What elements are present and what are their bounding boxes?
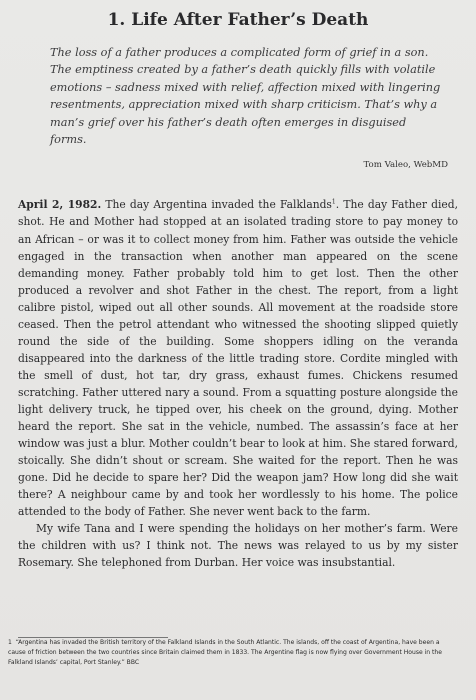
body-paragraph-1	[18, 196, 458, 520]
chapter-title: 1. Life After Father’s Death	[107, 10, 369, 30]
footnote-reference[interactable]: 1	[331, 198, 336, 206]
epigraph-quote: The loss of a father produces a complicated form of grief in a son. The emptiness created by a father’s death quickly fills with volatile emotions – sadness mixed with relief, affection mixed with lingering resentments, appreciation mixed with sharp criticism. That’s why a man’s grief over his father’s death often emerges in disguised forms.	[50, 46, 441, 147]
paragraph-1-rest: . The day Father died, shot. He and Mother had stopped at an isolated trading store to pay money to an African – or was it to collect money from him. Father was outside the vehicle engaged in the transaction when another man appeared on the scene demanding money. Father probably told him to get lost. Then the other produced a revolver and shot Father in the chest. The report, from a light calibre pistol, wiped out all other sounds. All movement at the roadside store ceased. Then the petrol attendant who witnessed the shooting slipped quietly round the side of the building. Some shoppers idling on the veranda disappeared into the darkness of the little trading store. Cordite mingled with the smell of dust, hot tar, dry grass, exhaust fumes. Chickens resumed scratching. Father uttered nary a sound. From a squatting posture alongside the light delivery truck, he tipped over, his cheek on the ground, dying. Mother heard the report. She sat in the vehicle, numbed. The assassin’s face at her window was just a blur. Mother couldn’t bear to look at him. She stared forward, stoically. She didn’t shout or scream. She waited for the report. Then he was gone. Did he decide to spare her? Did the weapon jam? How long did she wait there? A neighbour came by and took her wordlessly to his home. The police attended to the body of Father. She never went back to the farm.	[18, 198, 458, 519]
footnote	[8, 638, 456, 668]
footnote-number: 1	[8, 639, 12, 646]
epigraph-attribution: Tom Valeo, WebMD	[363, 160, 448, 171]
footnote-text: “Argentina has invaded the British territory of the Falkland Islands in the South Atlantic. The islands, off the coast of Argentina, have been a cause of friction between the two countries since Britain claimed them in 1833. The Argentine flag is now flying over Government House in the Falkland Islands’ capital, Port Stanley.” BBC	[8, 639, 442, 666]
paragraph-1-start: The day Argentina invaded the Falklands	[101, 198, 332, 212]
body-paragraph-2: My wife Tana and I were spending the holidays on her mother’s farm. Were the children with us? I think not. The news was relayed to us by my sister Rosemary. She telephoned from Durban. Her voice was insubstantial.	[18, 522, 458, 570]
chapter-body	[18, 196, 458, 571]
dateline: April 2, 1982.	[18, 198, 102, 212]
